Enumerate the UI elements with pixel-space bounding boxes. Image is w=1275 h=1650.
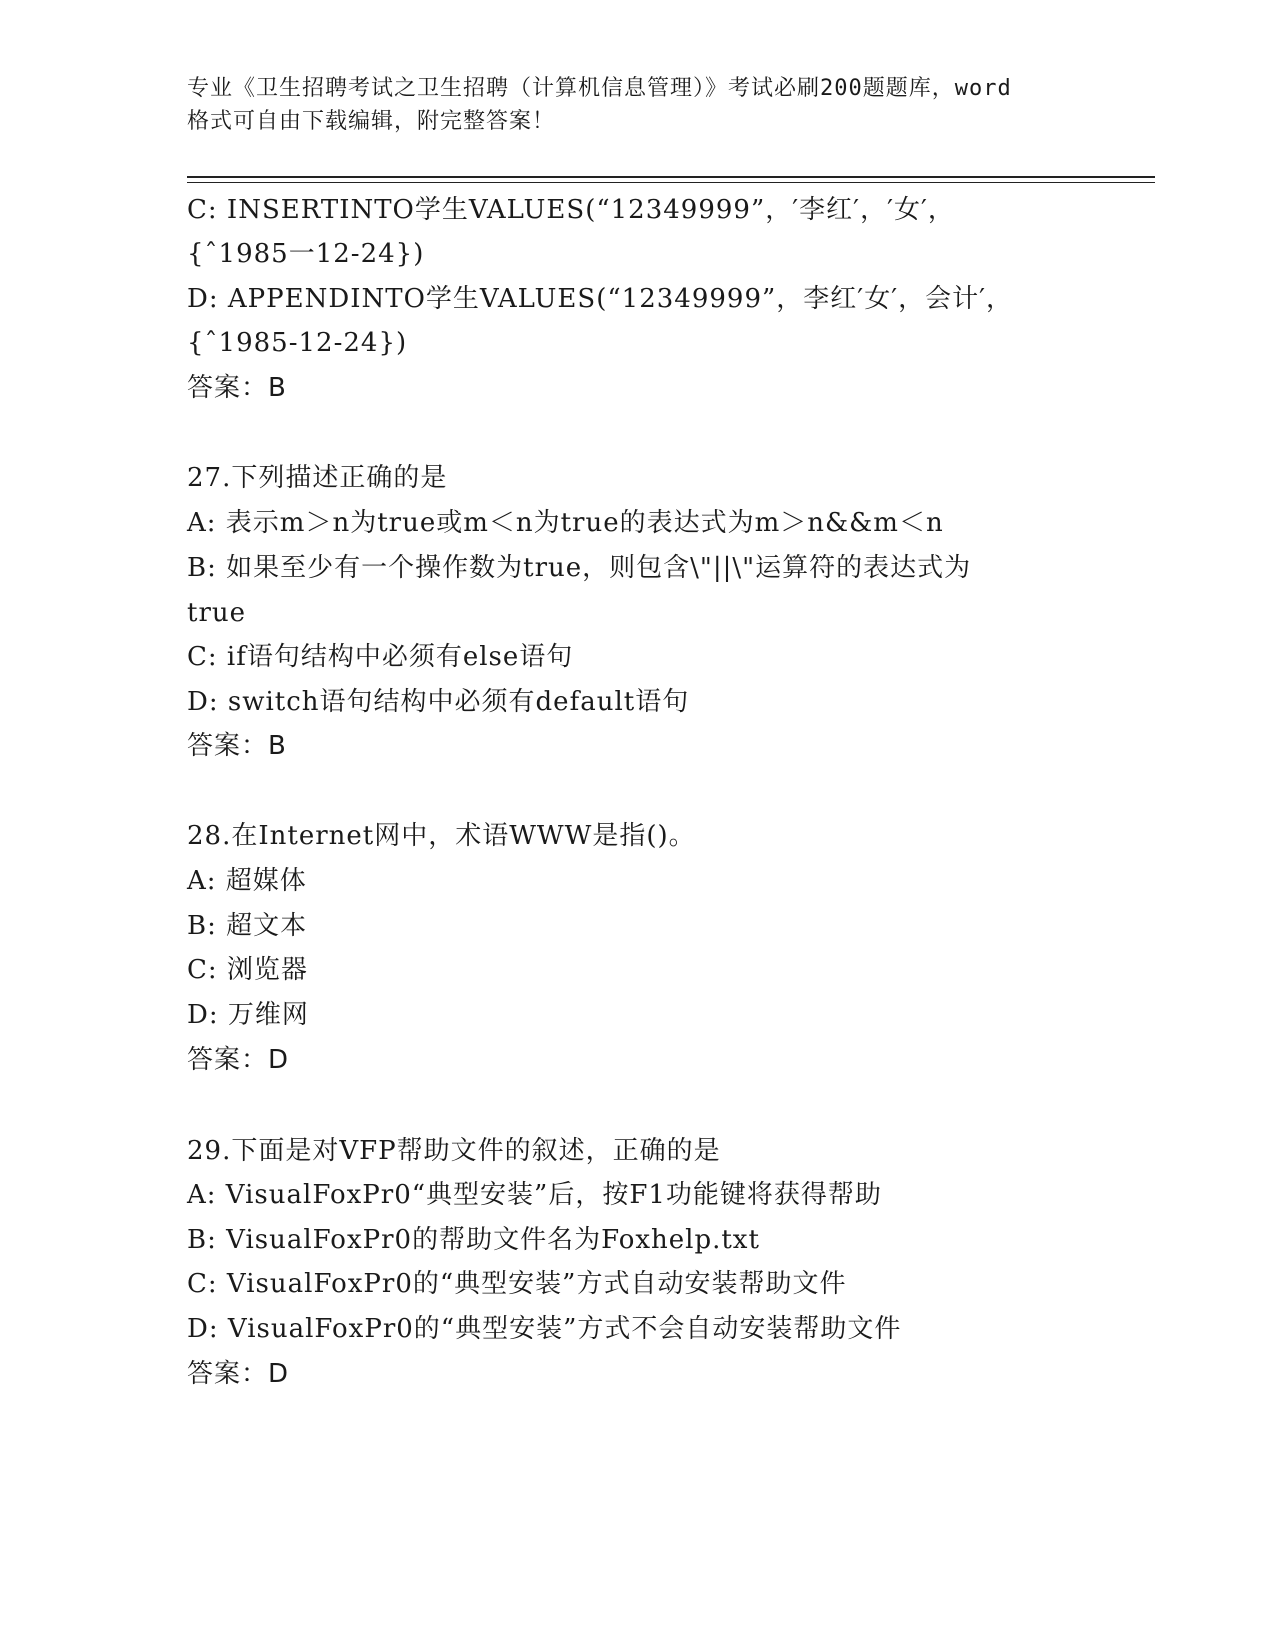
header-title-line-2: 格式可自由下载编辑，附完整答案！	[187, 109, 556, 134]
q27-option-c: C: if语句结构中必须有else语句	[187, 642, 574, 672]
q27-option-a: A: 表示m＞n为true或m＜n为true的表达式为m＞n&&m＜n	[187, 508, 944, 538]
q26-option-c-line-1: C: INSERTINTO学生VALUES(“12349999”，′李红′，′女′，	[187, 195, 955, 225]
q26-answer: 答案：B	[187, 373, 287, 403]
q28-option-b: B: 超文本	[187, 911, 308, 941]
q26-option-d-line-1: D: APPENDINTO学生VALUES(“12349999”，李红′女′，会计′，	[187, 284, 1013, 314]
q29-option-d: D: VisualFoxPr0的“典型安装”方式不会自动安装帮助文件	[187, 1314, 902, 1344]
q26-option-d-line-2: {ˆ1985-12-24})	[187, 328, 408, 358]
document-header	[187, 72, 1097, 138]
header-divider-thick	[187, 176, 1155, 178]
q28-answer: 答案：D	[187, 1045, 290, 1075]
q29-question: 29.下面是对VFP帮助文件的叙述，正确的是	[187, 1136, 721, 1166]
q27-option-b-line-1: B: 如果至少有一个操作数为true，则包含\"||\"运算符的表达式为	[187, 553, 972, 583]
header-title-line-1: 专业《卫生招聘考试之卫生招聘（计算机信息管理）》考试必刷200题题库，word	[187, 76, 1012, 101]
q29-answer: 答案：D	[187, 1359, 290, 1389]
header-divider-thin	[187, 182, 1155, 183]
q29-option-a: A: VisualFoxPr0“典型安装”后，按F1功能键将获得帮助	[187, 1180, 882, 1210]
q28-option-c: C: 浏览器	[187, 955, 308, 985]
q28-option-d: D: 万维网	[187, 1000, 309, 1030]
q26-option-c-line-2: {ˆ1985一12-24})	[187, 239, 425, 269]
q29-option-b: B: VisualFoxPr0的帮助文件名为Foxhelp.txt	[187, 1225, 760, 1255]
q28-option-a: A: 超媒体	[187, 866, 307, 896]
q29-option-c: C: VisualFoxPr0的“典型安装”方式自动安装帮助文件	[187, 1269, 847, 1299]
q27-option-b-line-2: true	[187, 598, 247, 628]
q28-question: 28.在Internet网中，术语WWW是指()。	[187, 821, 696, 851]
q27-option-d: D: switch语句结构中必须有default语句	[187, 687, 690, 717]
q27-question: 27.下列描述正确的是	[187, 463, 448, 493]
q27-answer: 答案：B	[187, 731, 287, 761]
